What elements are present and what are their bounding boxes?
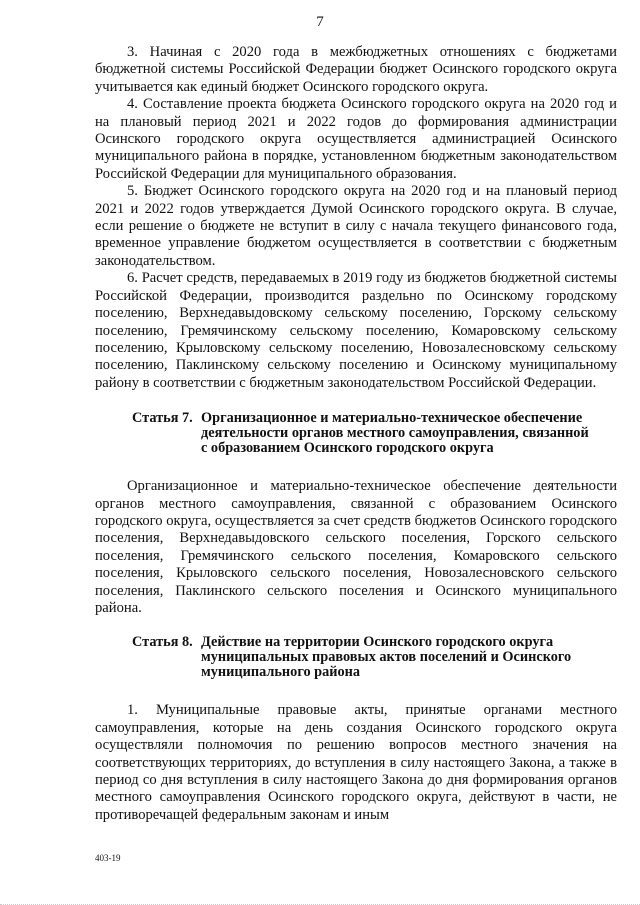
scan-edge-divider (0, 898, 640, 905)
document-code: 403-19 (95, 853, 121, 863)
article-8-title-line: муниципальных правовых актов поселений и Осинского (201, 649, 572, 666)
article-8-heading (95, 635, 617, 680)
document-body (95, 44, 617, 824)
page-number: 7 (316, 14, 324, 30)
paragraph-3: 3. Начиная с 2020 года в межбюджетных отношениях с бюджетами бюджетной системы Российской Федерации бюджет Осинского городского округа учитывается как единый бюджет Осинского городского округа. (95, 44, 617, 95)
article-8-label: Статья 8. (132, 634, 193, 651)
article-7-body: Организационное и материально-техническое обеспечение деятельности органов местного самоуправления, связанной с образованием Осинского городского округа, осуществляется за счет средств бюджетов Осинского городского поселения, Верхнедавыдовского сельского поселения, Горского сельского поселения, Гремячинского сельского поселения, Комаровского сельского поселения, Крыловского сельского поселения, Новозалесновского сельского поселения, Паклинского сельского поселения и Осинского муниципального района. (95, 478, 617, 616)
article-7-title-line: Организационное и материально-техническое обеспечение (201, 410, 583, 427)
article-7-title-line: деятельности органов местного самоуправления, связанной (201, 425, 589, 442)
article-7-label: Статья 7. (132, 410, 193, 427)
article-8-body: 1. Муниципальные правовые акты, принятые органами местного самоуправления, которые на день создания Осинского городского округа осуществляли полномочия по решению вопросов местного значения на соответствующих территориях, до вступления в силу настоящего Закона, а также в период со дня вступления в силу настоящего Закона до дня формирования органов местного самоуправления Осинского городского округа, действуют в части, не противоречащей федеральным законам и иным (95, 702, 617, 823)
article-8-title-line: Действие на территории Осинского городского округа (201, 634, 554, 651)
article-7-title-line: с образованием Осинского городского округа (201, 440, 494, 457)
paragraph-6: 6. Расчет средств, передаваемых в 2019 году из бюджетов бюджетной системы Российской Федерации, производится раздельно по Осинскому городскому поселению, Верхнедавыдовскому сельскому поселению, Горскому сельскому поселению, Гремячинскому сельскому поселению, Комаровскому сельскому поселению, Крыловскому сельскому поселению, Новозалесновскому сельскому поселению, Паклинскому сельскому поселению и Осинскому муниципальному району в соответствии с бюджетным законодательством Российской Федерации. (95, 270, 617, 391)
paragraph-4: 4. Составление проекта бюджета Осинского городского округа на 2020 год и на плановый период 2021 и 2022 годов до формирования администрации Осинского городского округа осуществляется администрацией Осинского муниципального района в порядке, установленном бюджетным законодательством Российской Федерации для муниципального образования. (95, 96, 617, 182)
paragraph-5: 5. Бюджет Осинского городского округа на 2020 год и на плановый период 2021 и 2022 годов утверждается Думой Осинского городского округа. В случае, если решение о бюджете не вступит в силу с начала текущего финансового года, временное управление бюджетом осуществляется в соответствии с бюджетным законодательством. (95, 183, 617, 269)
article-8-title-line: муниципального района (201, 664, 361, 681)
article-7-heading (95, 411, 617, 456)
